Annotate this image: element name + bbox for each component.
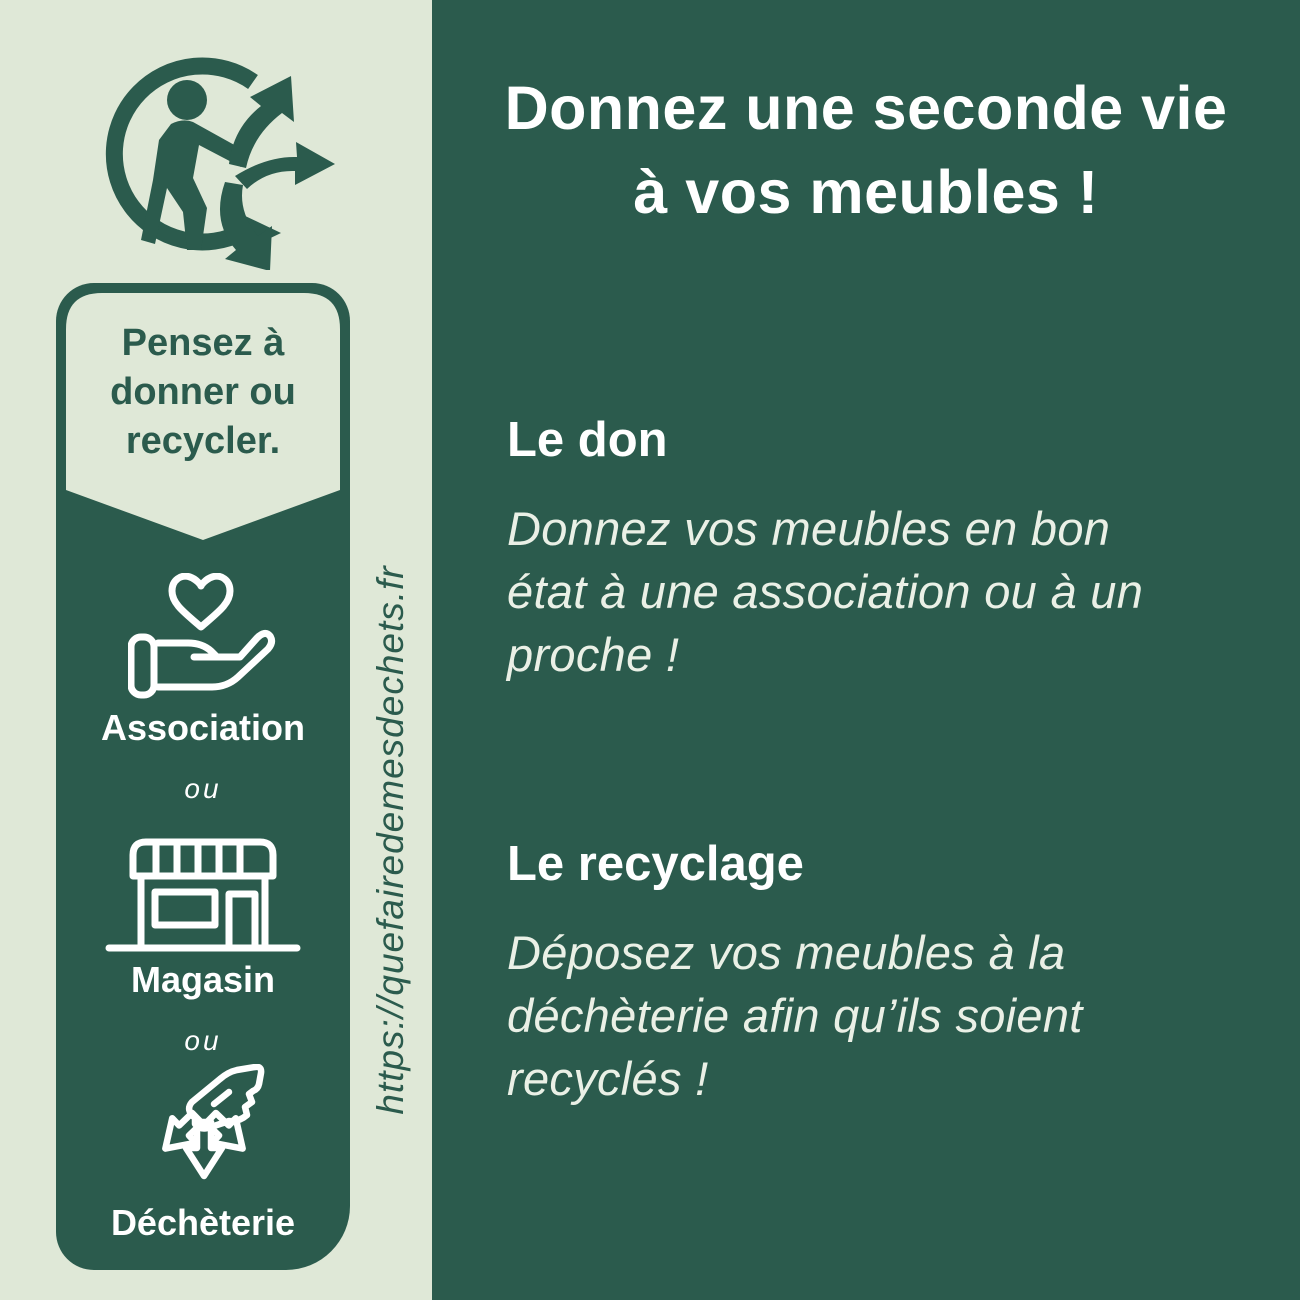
heart-in-hand-icon [128,573,278,701]
magasin-label: Magasin [130,959,276,1000]
recyclage-body-line: recyclés ! [507,1052,709,1105]
recyclage-body-line: Déposez vos meubles à la [507,926,1066,979]
don-body-line: état à une association ou à un [507,565,1144,618]
donation-options-banner [56,283,350,1270]
tagline-line: recycler. [125,420,281,462]
don-body-line: Donnez vos meubles en bon [507,502,1111,555]
title-line: Donnez une seconde vie [504,74,1228,142]
or-separator: ou [184,1025,222,1056]
hand-drop-arrows-icon [140,1064,268,1194]
don-body-line: proche ! [507,628,680,681]
title-line: à vos meubles ! [633,158,1099,226]
association-label: Association [100,707,306,748]
decheterie-label: Déchèterie [110,1202,296,1243]
don-body [507,497,1143,686]
recyclage-body [507,921,1083,1110]
recyclage-heading: Le recyclage [507,837,804,891]
page-title [432,66,1300,234]
content-panel [432,0,1300,1300]
triman-recycling-logo [95,40,335,270]
don-heading: Le don [507,413,668,467]
recyclage-body-line: déchèterie afin qu’ils soient [507,989,1083,1042]
website-url-text[interactable]: https://quefairedemesdechets.fr [370,565,411,1115]
website-url[interactable] [350,495,432,1185]
or-separator: ou [184,773,222,804]
banner-tagline [56,319,350,466]
storefront-icon [105,834,301,954]
tagline-line: Pensez à [121,322,285,364]
tagline-line: donner ou [110,371,296,413]
